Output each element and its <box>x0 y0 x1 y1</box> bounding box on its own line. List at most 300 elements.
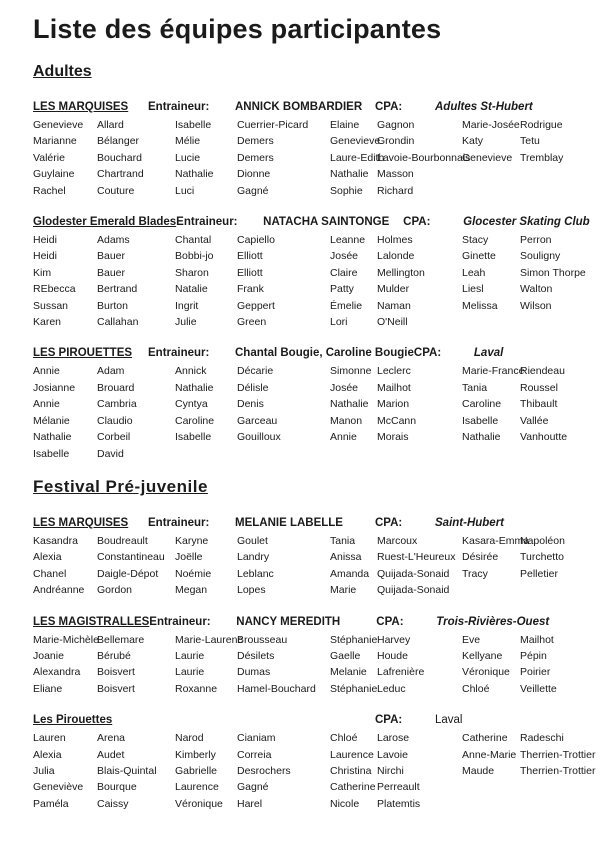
coach-label: Entraineur: <box>148 347 210 360</box>
cpa-value: Laval <box>435 714 463 727</box>
first-name: Julie <box>175 316 197 329</box>
last-name: Gordon <box>97 584 133 597</box>
last-name: Arena <box>97 732 126 745</box>
team-header <box>33 214 594 230</box>
team-block <box>33 614 594 698</box>
first-name: Ingrit <box>175 299 199 312</box>
team-block <box>33 515 594 599</box>
first-name: Heidi <box>33 234 57 247</box>
last-name: Mellington <box>377 266 425 279</box>
last-name: Leblanc <box>237 567 274 580</box>
coach-name: ANNICK BOMBARDIER <box>235 101 363 113</box>
first-name: Simonne <box>330 365 372 378</box>
last-name: Boisvert <box>97 666 135 679</box>
first-name: Tania <box>330 534 356 547</box>
cpa-value: Laval <box>473 347 504 360</box>
last-name: David <box>97 447 124 460</box>
section <box>33 477 594 812</box>
last-name: Perron <box>520 234 552 247</box>
roster-row <box>33 648 594 664</box>
first-name: Patty <box>330 283 354 296</box>
first-name: Mélanie <box>33 414 70 427</box>
roster-row <box>33 363 594 379</box>
first-name <box>462 166 520 182</box>
first-name: Roxanne <box>175 682 218 695</box>
first-name: Lauren <box>33 732 66 745</box>
last-name: O'Neill <box>377 316 408 329</box>
last-name: Boudreault <box>97 534 148 547</box>
team-name: LES PIROUETTES <box>33 347 133 360</box>
roster-row <box>33 730 594 746</box>
last-name: Rodrigue <box>520 119 563 131</box>
first-name: Tracy <box>462 567 488 580</box>
first-name: Amanda <box>330 567 370 580</box>
last-name: Garceau <box>237 414 278 427</box>
first-name: Nathalie <box>462 431 501 444</box>
first-name: Chanel <box>33 567 67 580</box>
last-name: Landry <box>237 551 270 564</box>
last-name: Elliott <box>237 250 263 263</box>
first-name: Heidi <box>33 250 57 263</box>
last-name: Caissy <box>97 797 129 810</box>
coach-name: NANCY MEREDITH <box>236 615 341 628</box>
first-name <box>330 446 377 462</box>
first-name: Stacy <box>462 234 489 247</box>
roster-row <box>33 681 594 697</box>
last-name: Vanhoutte <box>520 431 568 444</box>
last-name: Thibault <box>520 398 558 411</box>
first-name: Véronique <box>175 797 223 810</box>
first-name: Luci <box>175 184 195 197</box>
first-name: Karyne <box>175 534 209 547</box>
roster-row <box>33 396 594 412</box>
first-name <box>462 582 520 598</box>
last-name <box>520 582 594 598</box>
team-name: LES MAGISTRALLES <box>33 615 150 628</box>
first-name: Bobbi-jo <box>175 250 214 263</box>
cpa-label: CPA: <box>375 516 403 529</box>
first-name: Geneviève <box>33 781 84 794</box>
first-name: Désirée <box>462 551 499 564</box>
last-name: Callahan <box>97 316 139 329</box>
team-roster <box>33 632 594 698</box>
first-name: Kellyane <box>462 649 503 662</box>
first-name: Manon <box>330 414 363 427</box>
first-name: Rachel <box>33 184 66 197</box>
first-name: Guylaine <box>33 168 75 181</box>
last-name: Perreault <box>377 781 420 794</box>
cpa-group <box>375 99 533 115</box>
last-name: Demers <box>237 135 274 148</box>
coach-label: Entraineur: <box>176 216 238 229</box>
first-name: Marie-Laurenc <box>175 633 243 646</box>
team-block <box>33 345 594 461</box>
cpa-label: CPA: <box>375 714 403 727</box>
team-name: LES MARQUISES <box>33 516 129 529</box>
coach-label: Entraineur: <box>148 516 210 529</box>
cpa-value: Glocester Skating Club <box>463 216 590 229</box>
teams-container <box>33 99 594 462</box>
last-name: Mailhot <box>520 633 554 646</box>
last-name: Bérubé <box>97 649 131 662</box>
first-name: Marie-Josée <box>462 119 520 131</box>
first-name: Leanne <box>330 234 366 247</box>
first-name: Marie-France <box>462 365 525 378</box>
last-name: Turchetto <box>520 551 564 564</box>
first-name: Laurie <box>175 649 205 662</box>
roster-row <box>33 549 594 565</box>
first-name: Véronique <box>462 666 510 679</box>
first-name: Gabrielle <box>175 764 218 777</box>
roster-row <box>33 429 594 445</box>
first-name: Nathalie <box>330 168 369 181</box>
last-name: Harvey <box>377 633 411 646</box>
last-name: Daigle-Dépot <box>97 567 159 580</box>
first-name: Tania <box>462 381 488 394</box>
last-name <box>520 183 594 199</box>
cpa-value: Trois-Rivières-Ouest <box>436 615 550 628</box>
first-name: Marianne <box>33 135 77 148</box>
first-name <box>462 779 520 795</box>
last-name: Desrochers <box>237 764 291 777</box>
last-name: Brouard <box>97 381 135 394</box>
first-name: Stéphanie <box>330 633 378 646</box>
team-block <box>33 99 594 199</box>
last-name: Cuerrier-Picard <box>237 119 309 131</box>
last-name: Corbeil <box>97 431 131 444</box>
last-name: Claudio <box>97 414 133 427</box>
first-name: Sophie <box>330 184 363 197</box>
last-name: Gagné <box>237 781 269 794</box>
last-name: Décarie <box>237 365 274 378</box>
last-name: Couture <box>97 184 135 197</box>
cpa-label: CPA: <box>375 101 403 113</box>
first-name <box>462 183 520 199</box>
team-name: Glodester Emerald Blades <box>33 216 177 229</box>
team-block <box>33 214 594 330</box>
roster-row <box>33 380 594 396</box>
roster-row <box>33 183 594 199</box>
section <box>33 63 594 462</box>
last-name: Blais-Quintal <box>97 764 157 777</box>
first-name: Maude <box>462 764 495 777</box>
team-header <box>33 99 594 115</box>
last-name: Boisvert <box>97 682 135 695</box>
first-name: Laurence <box>330 748 374 761</box>
first-name: Kimberly <box>175 748 216 761</box>
team-roster <box>33 363 594 461</box>
first-name: Joëlle <box>175 551 203 564</box>
last-name: Nirchi <box>377 764 404 777</box>
first-name: Josée <box>330 381 359 394</box>
cpa-group <box>375 515 504 531</box>
last-name: Marion <box>377 398 410 411</box>
last-name: Naman <box>377 299 411 312</box>
roster-row <box>33 779 594 795</box>
cpa-label: CPA: <box>403 216 431 229</box>
last-name: Goulet <box>237 534 268 547</box>
cpa-label: CPA: <box>413 347 442 360</box>
first-name: Kasandra <box>33 534 78 547</box>
first-name: Valérie <box>33 151 65 164</box>
first-name <box>462 446 520 462</box>
roster-row <box>33 117 594 133</box>
first-name: Joanie <box>33 649 64 662</box>
roster-row <box>33 533 594 549</box>
coach-label: Entraineur: <box>148 101 210 113</box>
last-name: Houde <box>377 649 408 662</box>
roster-row <box>33 446 594 462</box>
first-name: Anne-Marie <box>462 748 517 761</box>
roster-row <box>33 150 594 166</box>
last-name: Vallée <box>520 414 549 427</box>
last-name: Mulder <box>377 283 410 296</box>
first-name: Kim <box>33 266 52 279</box>
coach-name <box>235 712 375 728</box>
last-name: Brousseau <box>237 633 288 646</box>
first-name: Ginette <box>462 250 496 263</box>
first-name: Isabelle <box>175 119 212 131</box>
last-name: Lavoie-Bourbonnais <box>377 151 471 164</box>
first-name: Nathalie <box>175 381 214 394</box>
roster-row <box>33 413 594 429</box>
first-name: Laurence <box>175 781 219 794</box>
first-name: Paméla <box>33 797 69 810</box>
last-name: Riendeau <box>520 365 565 378</box>
cpa-label: CPA: <box>376 615 404 628</box>
coach-name: Chantal Bougie, Caroline Bougie <box>235 347 414 360</box>
first-name: Isabelle <box>462 414 499 427</box>
last-name: Désilets <box>237 649 275 662</box>
last-name: Frank <box>237 283 264 296</box>
section-heading: Adultes <box>33 63 92 80</box>
last-name: Lafrenière <box>377 666 425 679</box>
coach-name: MELANIE LABELLE <box>235 516 343 529</box>
first-name: Genevieve <box>462 151 513 164</box>
last-name: Bauer <box>97 266 126 279</box>
roster-row <box>33 281 594 297</box>
last-name: Green <box>237 316 267 329</box>
first-name: Catherine <box>462 732 508 745</box>
last-name: Therrien-Trottier <box>520 748 596 761</box>
roster-row <box>33 314 594 330</box>
last-name: Cianiam <box>237 732 276 745</box>
roster-row <box>33 664 594 680</box>
team-roster <box>33 730 594 812</box>
last-name: Dumas <box>237 666 271 679</box>
last-name: Radeschi <box>520 732 564 745</box>
first-name: Nathalie <box>175 168 214 181</box>
coach-name: NATACHA SAINTONGE <box>263 216 390 229</box>
first-name: Eliane <box>33 682 63 695</box>
last-name: Wilson <box>520 299 552 312</box>
last-name: Therrien-Trottier <box>520 764 596 777</box>
last-name: Simon Thorpe <box>520 266 586 279</box>
first-name: Annie <box>33 365 60 378</box>
last-name: Quijada-Sonaid <box>377 567 450 580</box>
last-name: Pépin <box>520 649 547 662</box>
first-name: Nicole <box>330 797 360 810</box>
first-name: Katy <box>462 135 484 148</box>
last-name: Bouchard <box>97 151 142 164</box>
last-name: Audet <box>97 748 125 761</box>
last-name: Bélanger <box>97 135 140 148</box>
cpa-value: Adultes St-Hubert <box>435 101 533 113</box>
first-name: Marie <box>330 584 357 597</box>
roster-row <box>33 796 594 812</box>
team-roster <box>33 117 594 199</box>
last-name: Tetu <box>520 135 540 148</box>
first-name: Nathalie <box>33 431 72 444</box>
last-name: Denis <box>237 398 264 411</box>
sections-container <box>33 63 594 812</box>
first-name: Catherine <box>330 781 376 794</box>
first-name: Cyntya <box>175 398 208 411</box>
first-name: Alexia <box>33 551 62 564</box>
last-name: Bauer <box>97 250 126 263</box>
team-header <box>33 712 594 728</box>
first-name <box>175 446 237 462</box>
first-name: Chantal <box>175 234 212 247</box>
last-name: Souligny <box>520 250 561 263</box>
last-name: Demers <box>237 151 274 164</box>
team-block <box>33 712 594 812</box>
roster-row <box>33 632 594 648</box>
last-name: Holmes <box>377 234 413 247</box>
last-name: Roussel <box>520 381 558 394</box>
last-name: Harel <box>237 797 263 810</box>
first-name: Andréanne <box>33 584 85 597</box>
last-name: Délisle <box>237 381 269 394</box>
last-name: Dionne <box>237 168 271 181</box>
last-name <box>520 166 594 182</box>
last-name: Elliott <box>237 266 263 279</box>
team-header <box>33 614 594 630</box>
first-name: Isabelle <box>33 447 70 460</box>
last-name: Gagné <box>237 184 269 197</box>
first-name: Melanie <box>330 666 367 679</box>
first-name: Genevieve <box>330 135 381 148</box>
first-name: Josianne <box>33 381 76 394</box>
last-name: Veillette <box>520 682 557 695</box>
first-name: Lori <box>330 316 348 329</box>
team-header <box>33 515 594 531</box>
first-name: Caroline <box>175 414 215 427</box>
first-name: Émelie <box>330 299 363 312</box>
first-name: Isabelle <box>175 431 212 444</box>
first-name: Elaine <box>330 119 360 131</box>
last-name: Gouilloux <box>237 431 281 444</box>
last-name: Walton <box>520 283 553 296</box>
first-name: Christina <box>330 764 372 777</box>
first-name: Lucie <box>175 151 201 164</box>
roster-row <box>33 298 594 314</box>
team-name: LES MARQUISES <box>33 101 129 113</box>
last-name: Bourque <box>97 781 137 794</box>
last-name <box>520 314 594 330</box>
last-name: Morais <box>377 431 409 444</box>
last-name <box>520 779 594 795</box>
first-name: Marie-Michèle <box>33 633 99 646</box>
first-name: Gaelle <box>330 649 361 662</box>
last-name: Grondin <box>377 135 415 148</box>
last-name: Adams <box>97 234 130 247</box>
first-name: Kasara-Emma <box>462 534 530 547</box>
last-name: Bertrand <box>97 283 138 296</box>
page-title: Liste des équipes participantes <box>33 14 442 44</box>
cpa-value: Saint-Hubert <box>435 516 504 529</box>
roster-row <box>33 763 594 779</box>
last-name: Lopes <box>237 584 266 597</box>
first-name: Alexandra <box>33 666 81 679</box>
last-name: Larose <box>377 732 410 745</box>
team-name: Les Pirouettes <box>33 714 113 727</box>
roster-row <box>33 747 594 763</box>
roster-row <box>33 166 594 182</box>
cpa-group <box>376 614 549 630</box>
last-name <box>520 796 594 812</box>
cpa-group <box>403 214 590 230</box>
first-name: Sussan <box>33 299 69 312</box>
last-name: Ruest-L'Heureux <box>377 551 456 564</box>
last-name: Napoléon <box>520 534 565 547</box>
first-name: Chloé <box>462 682 490 695</box>
roster-row <box>33 133 594 149</box>
first-name: Stéphanie <box>330 682 378 695</box>
first-name: Noémie <box>175 567 212 580</box>
first-name: Alexia <box>33 748 62 761</box>
last-name: Marcoux <box>377 534 418 547</box>
roster-row <box>33 232 594 248</box>
last-name: Bellemare <box>97 633 145 646</box>
last-name: Allard <box>97 119 124 131</box>
first-name: Sharon <box>175 266 209 279</box>
last-name: Masson <box>377 168 414 181</box>
first-name: Nathalie <box>330 398 369 411</box>
first-name: Annick <box>175 365 207 378</box>
roster-row <box>33 566 594 582</box>
first-name <box>462 796 520 812</box>
last-name <box>237 446 330 462</box>
last-name: Platemtis <box>377 797 421 810</box>
last-name: Lalonde <box>377 250 415 263</box>
last-name: Tremblay <box>520 151 564 164</box>
last-name: Pelletier <box>520 567 558 580</box>
first-name: Melissa <box>462 299 498 312</box>
first-name: Megan <box>175 584 208 597</box>
cpa-group <box>375 712 463 728</box>
last-name: Poirier <box>520 666 551 679</box>
first-name: Liesl <box>462 283 484 296</box>
last-name: Mailhot <box>377 381 411 394</box>
first-name: REbecca <box>33 283 76 296</box>
coach-label <box>148 712 235 728</box>
first-name <box>462 314 520 330</box>
last-name <box>520 446 594 462</box>
teams-container <box>33 515 594 812</box>
roster-row <box>33 265 594 281</box>
first-name: Josée <box>330 250 359 263</box>
last-name <box>377 446 462 462</box>
last-name: Chartrand <box>97 168 144 181</box>
first-name: Julia <box>33 764 55 777</box>
last-name: Constantineau <box>97 551 165 564</box>
first-name: Claire <box>330 266 358 279</box>
first-name: Eve <box>462 633 481 646</box>
last-name: Leduc <box>377 682 406 695</box>
last-name: Leclerc <box>377 365 411 378</box>
last-name: Adam <box>97 365 125 378</box>
